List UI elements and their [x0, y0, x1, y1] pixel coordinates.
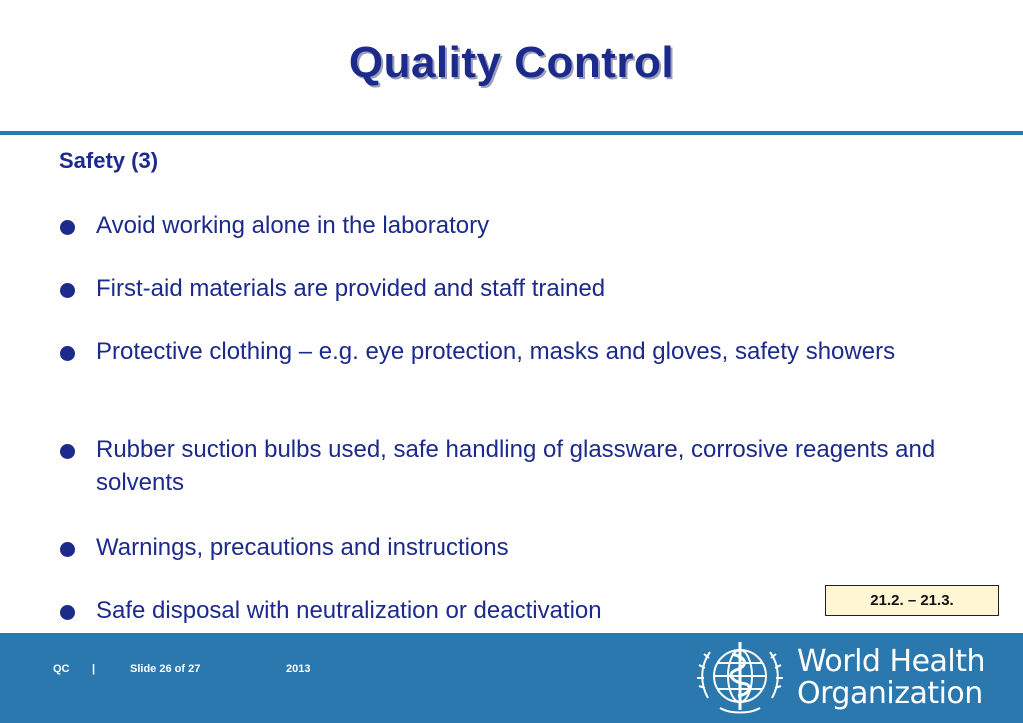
- bullet-item: [59, 531, 979, 564]
- bullet-item: [59, 335, 979, 368]
- bullet-text: Avoid working alone in the laboratory: [96, 212, 490, 239]
- bullet-item: [59, 433, 979, 499]
- bullet-dot-icon: [60, 444, 75, 459]
- bullet-dot-icon: [60, 220, 75, 235]
- bullet-item: [59, 272, 979, 305]
- org-name-line2: Organization: [797, 676, 983, 711]
- bullet-text: Rubber suction bulbs used, safe handling of glassware, corrosive reagents and solvents: [96, 436, 936, 496]
- bullet-dot-icon: [60, 605, 75, 620]
- bullet-dot-icon: [60, 283, 75, 298]
- section-heading: Safety (3): [59, 148, 159, 173]
- bullet-dot-icon: [60, 346, 75, 361]
- reference-box: 21.2. – 21.3.: [825, 585, 999, 616]
- footer-year: 2013: [286, 663, 311, 675]
- footer-slide-number: Slide 26 of 27: [130, 663, 201, 675]
- title-divider: [0, 131, 1023, 135]
- slide-title: Quality Control: [348, 38, 675, 87]
- bullet-text: Protective clothing – e.g. eye protection, masks and gloves, safety showers: [96, 338, 896, 365]
- bullet-text: Safe disposal with neutralization or deactivation: [96, 597, 602, 624]
- bullet-text: First-aid materials are provided and staff trained: [96, 275, 606, 302]
- footer-separator: |: [92, 663, 96, 675]
- bullet-dot-icon: [60, 542, 75, 557]
- footer-module: QC: [53, 663, 70, 675]
- who-emblem-icon: [692, 636, 788, 720]
- org-name-line1: World Health: [797, 644, 986, 679]
- bullet-item: [59, 209, 979, 242]
- bullet-text: Warnings, precautions and instructions: [96, 534, 509, 561]
